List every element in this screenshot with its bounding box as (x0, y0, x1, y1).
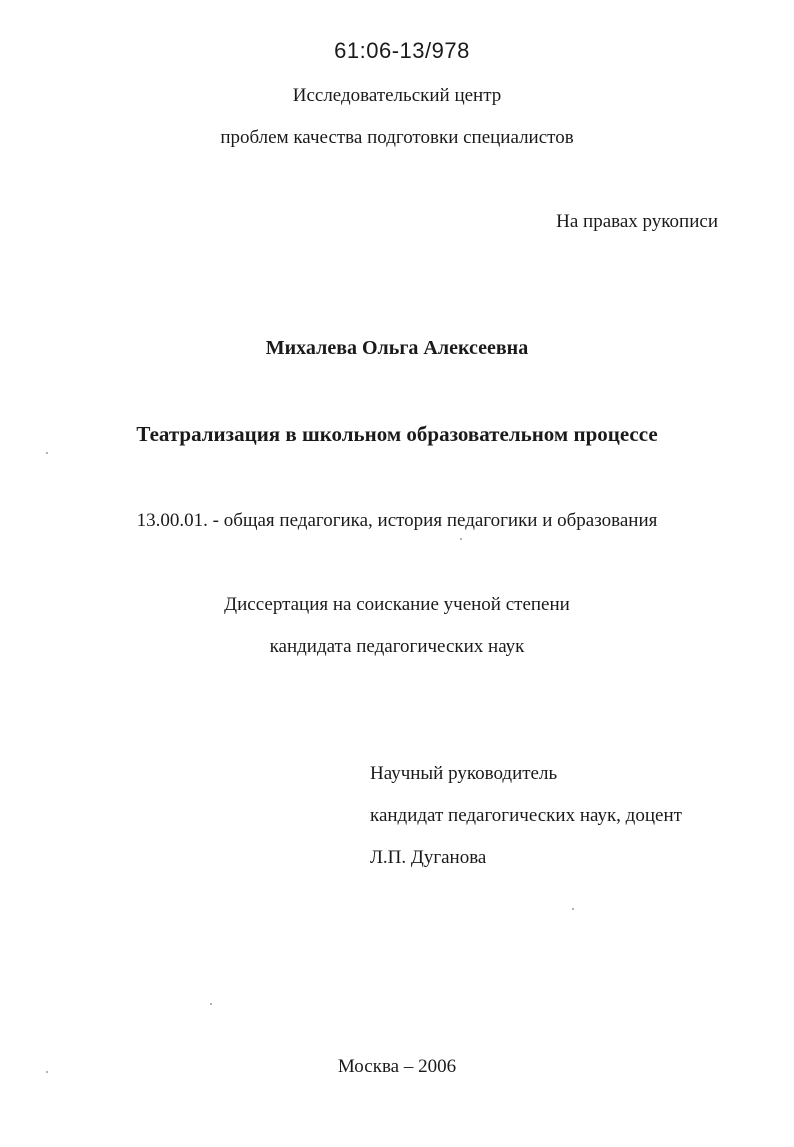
scan-speck (460, 538, 462, 540)
thesis-title: Театрализация в школьном образовательном процессе (136, 422, 658, 446)
catalog-number: 61:06-13/978 (334, 38, 470, 63)
specialty-code: 13.00.01. - общая педагогика, история педагогики и образования (136, 510, 658, 531)
city-and-year: Москва – 2006 (337, 1056, 457, 1077)
advisor-degree: кандидат педагогических наук, доцент (370, 805, 682, 826)
scan-speck (210, 1003, 212, 1005)
advisor-name: Л.П. Дуганова (370, 847, 487, 868)
degree-statement-line1: Диссертация на соискание ученой степени (224, 594, 570, 615)
scan-speck (46, 1071, 48, 1073)
organization-name-line1: Исследовательский центр (292, 85, 502, 106)
manuscript-rights-note: На правах рукописи (556, 211, 718, 232)
degree-statement-line2: кандидата педагогических наук (269, 636, 525, 657)
author-name: Михалева Ольга Алексеевна (265, 337, 529, 359)
organization-name-line2: проблем качества подготовки специалистов (220, 127, 574, 148)
scan-speck (572, 908, 574, 910)
scan-speck (46, 452, 48, 454)
advisor-label: Научный руководитель (370, 763, 558, 784)
